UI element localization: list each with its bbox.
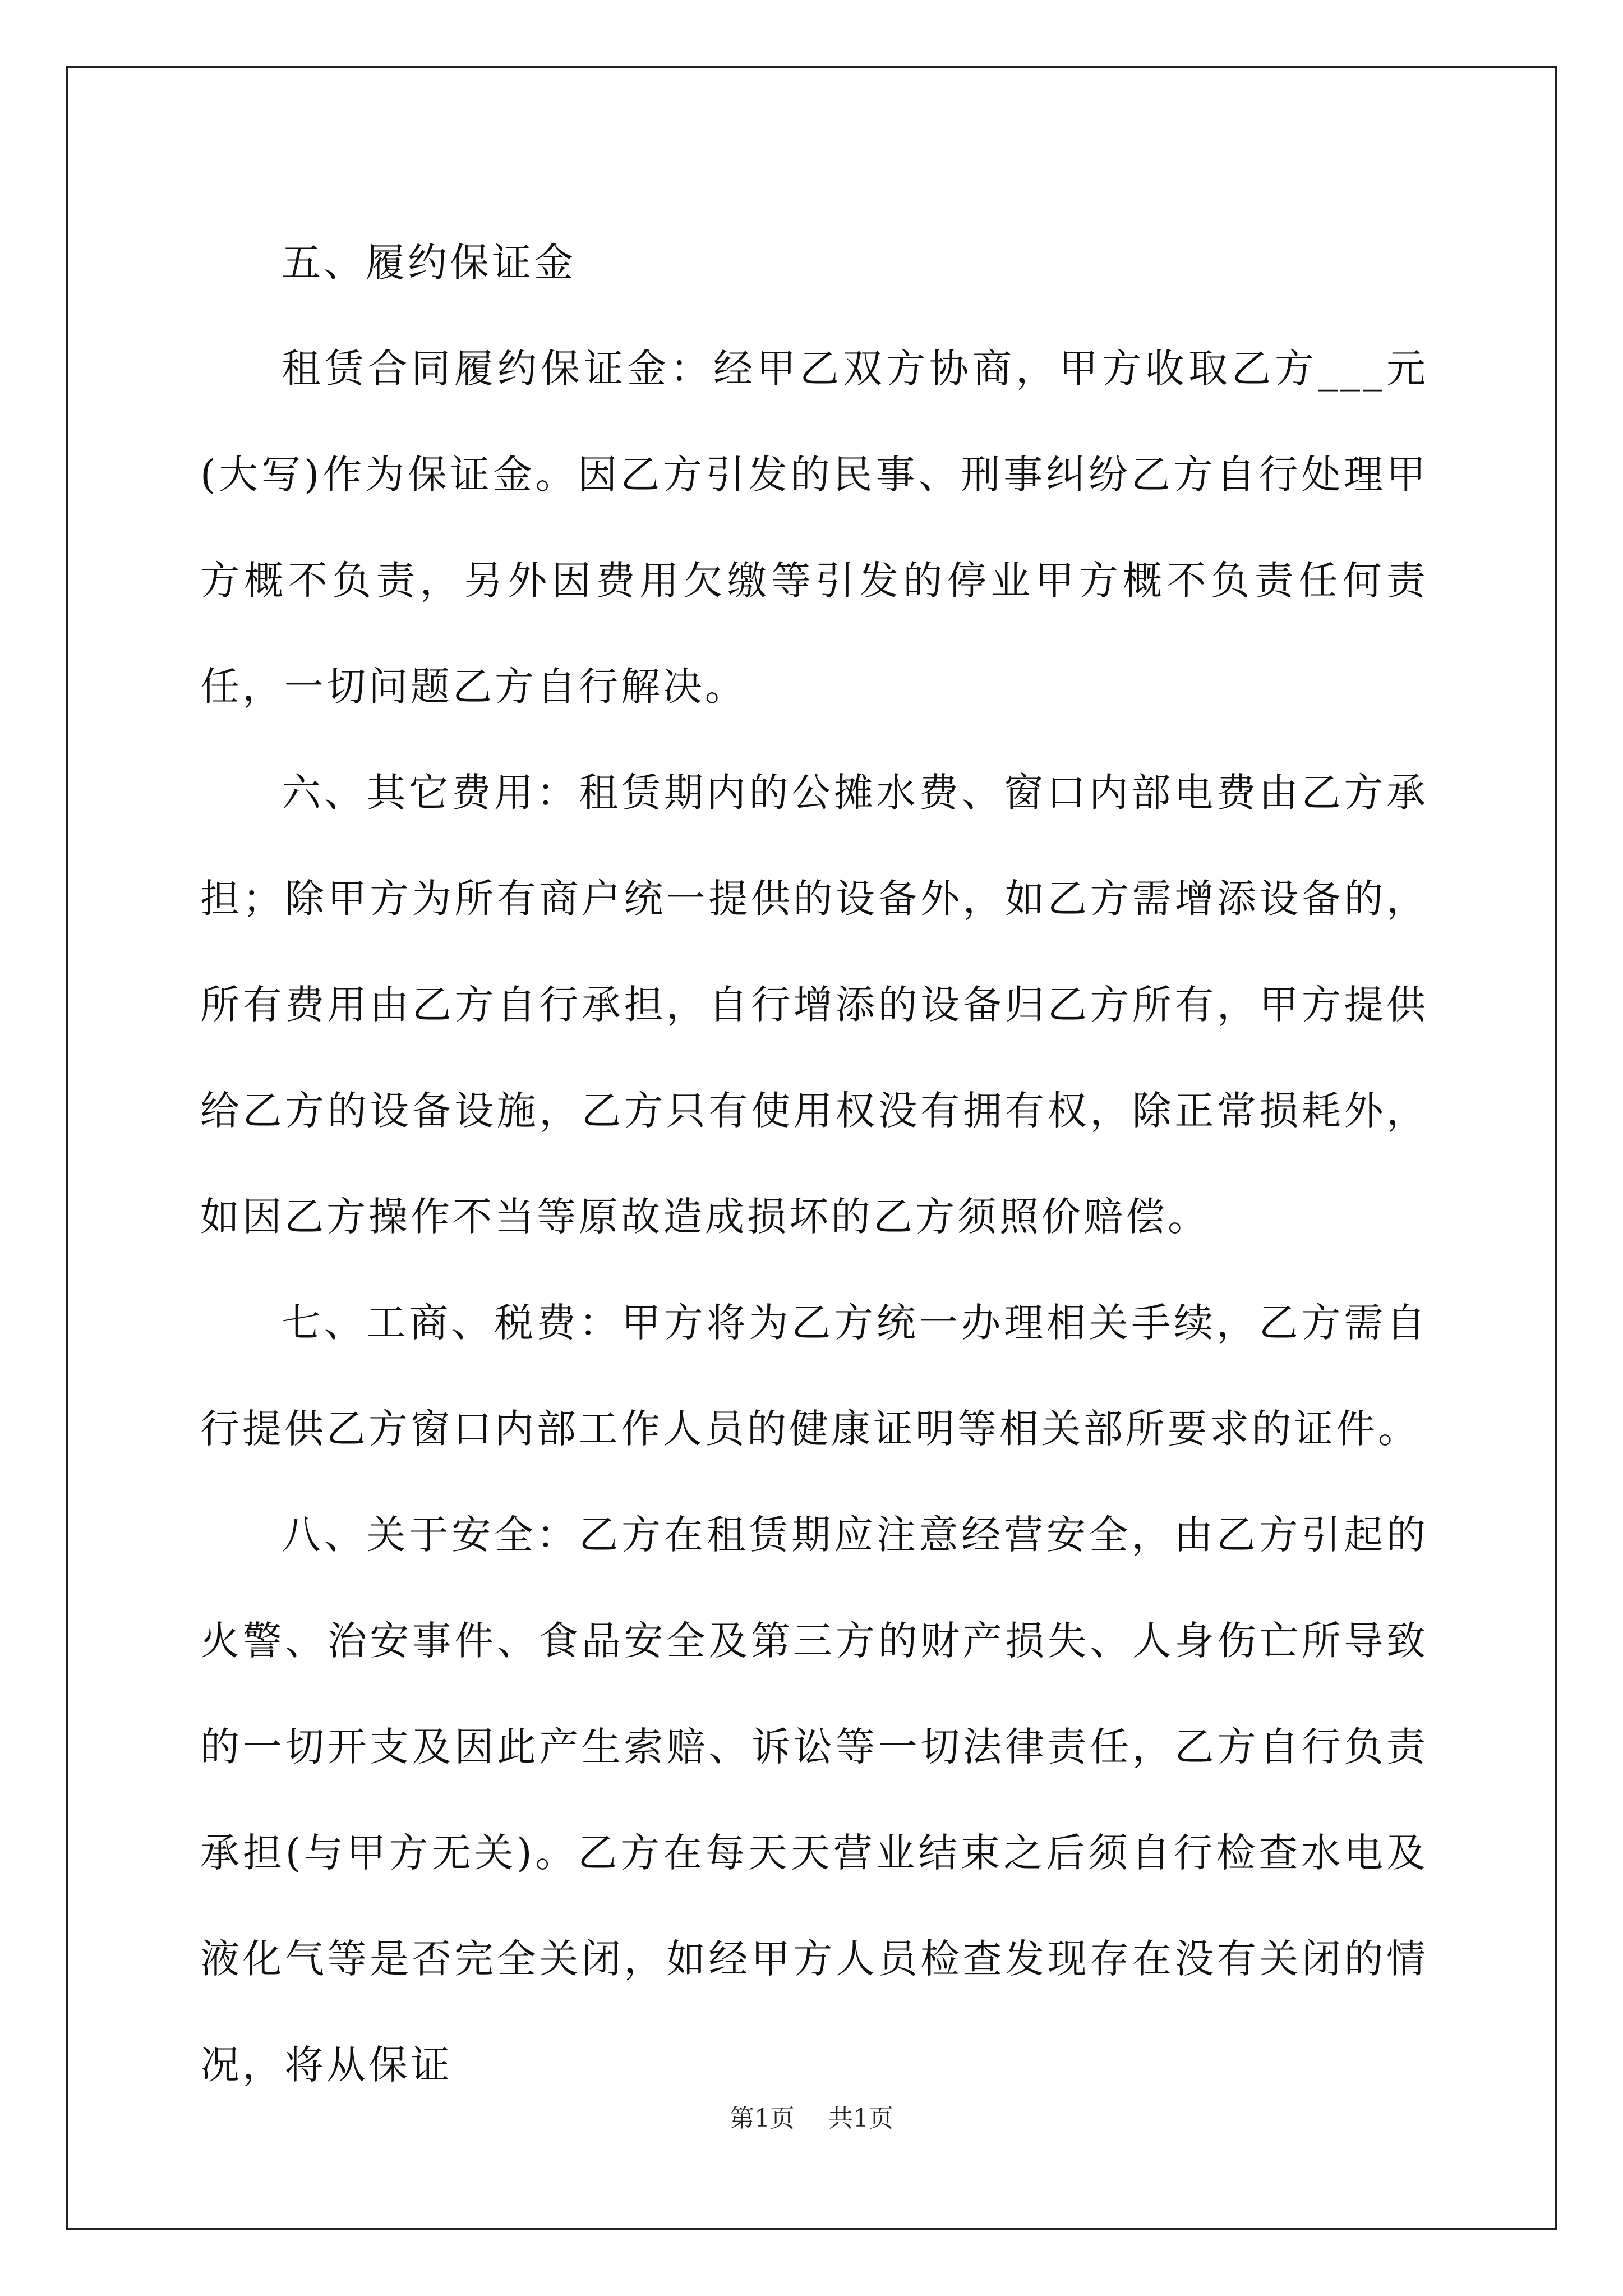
page-number: 第1页: [730, 2104, 795, 2133]
other-fees-paragraph: 六、其它费用：租赁期内的公摊水费、窗口内部电费由乙方承担；除甲方为所有商户统一提供的设备外，如乙方需增添设备的，所有费用由乙方自行承担，自行增添的设备归乙方所有，甲方提供给乙方的设备设施，乙方只有使用权没有拥有权，除正常损耗外，如因乙方操作不当等原故造成损坏的乙方须照价赔偿。: [200, 770, 1428, 1240]
document-body: [200, 210, 1428, 2118]
section-five-heading: 五、履约保证金: [282, 240, 576, 286]
safety-paragraph: 八、关于安全：乙方在租赁期应注意经营安全，由乙方引起的火警、治安事件、食品安全及第三方的财产损失、人身伤亡所导致的一切开支及因此产生索赔、诉讼等一切法律责任，乙方自行负责承担(与甲方无关)。乙方在每天天营业结束之后须自行检查水电及液化气等是否完全关闭，如经甲方人员检查发现存在没有关闭的情况，将从保证: [200, 1512, 1428, 2088]
business-tax-paragraph: 七、工商、税费：甲方将为乙方统一办理相关手续，乙方需自行提供乙方窗口内部工作人员的健康证明等相关部所要求的证件。: [200, 1300, 1428, 1452]
page-total: 共1页: [828, 2104, 893, 2133]
deposit-paragraph: 租赁合同履约保证金：经甲乙双方协商，甲方收取乙方___元(大写)作为保证金。因乙方引发的民事、刑事纠纷乙方自行处理甲方概不负责，另外因费用欠缴等引发的停业甲方概不负责任何责任，一切问题乙方自行解决。: [200, 346, 1428, 710]
page-footer: [0, 2098, 1623, 2134]
